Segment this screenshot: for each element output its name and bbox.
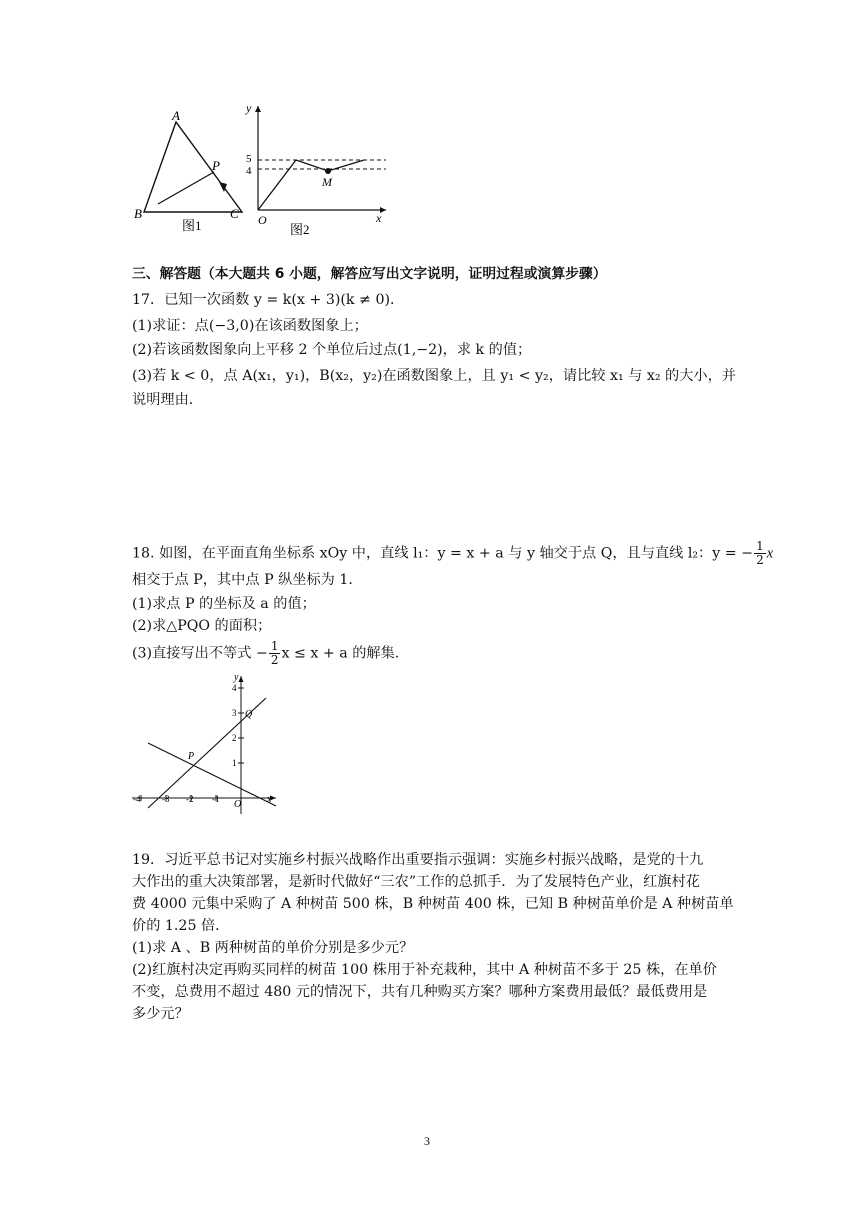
origin-label: O	[258, 213, 267, 227]
x-tick-neg3: -3	[162, 794, 170, 804]
figure-1-caption: 图1	[182, 218, 202, 233]
q17-line-4: (3)若 k < 0，点 A(x₁，y₁)，B(x₂，y₂)在函数图象上，且 y₁ < y₂，请比较 x₁ 与 x₂ 的大小，并	[132, 368, 736, 384]
q18-line-5-tail: x ≤ x + a 的解集.	[281, 645, 400, 662]
fraction	[269, 640, 281, 667]
q17-line-3: (2)若该函数图象向上平移 2 个单位后过点(1,−2)，求 k 的值；	[132, 342, 532, 358]
axis-y-label: y	[234, 672, 239, 683]
q18-line-1-text: 18. 如图，在平面直角坐标系 xOy 中，直线 l₁：y = x + a 与 y 轴交于点 Q，且与直线 l₂：y = −	[132, 545, 754, 562]
label-p: P	[212, 158, 220, 173]
figure-2-graph	[240, 98, 390, 238]
q18-line-1	[132, 540, 773, 567]
q19-line-7: 不变，总费用不超过 480 元的情况下，共有几种购买方案？哪种方案费用最低？最低费用是	[132, 984, 708, 1000]
q19-line-1: 19．习近平总书记对实施乡村振兴战略作出重要指示强调：实施乡村振兴战略，是党的十九	[132, 852, 704, 868]
page-number: 3	[424, 1134, 430, 1148]
q19-line-2: 大作出的重大决策部署，是新时代做好“三农”工作的总抓手．为了发展特色产业，红旗村花	[132, 874, 700, 890]
fraction-denominator: 2	[756, 553, 764, 567]
fraction-numerator: 1	[270, 639, 279, 653]
label-c: C	[230, 206, 239, 221]
q19-line-6: (2)红旗村决定再购买同样的树苗 100 株用于补充栽种，其中 A 种树苗不多于 25 株，在单价	[132, 962, 717, 978]
figure-1-triangle	[128, 104, 258, 234]
fraction-numerator: 1	[756, 539, 764, 553]
q18-line-1-x: x	[766, 545, 774, 562]
axis-y-label: y	[246, 101, 252, 115]
x-tick-neg2: -2	[186, 794, 194, 804]
q19-line-4: 价的 1.25 倍．	[132, 918, 230, 934]
fraction-denominator: 2	[270, 653, 279, 667]
axis-x-label: x	[376, 211, 382, 225]
q18-line-4: (2)求△PQO 的面积；	[132, 618, 272, 634]
y-tick-3: 3	[232, 708, 237, 718]
q19-line-5: (1)求 A 、B 两种树苗的单价分别是多少元？	[132, 940, 414, 956]
q17-line-2: (1)求证：点(−3,0)在该函数图象上；	[132, 318, 368, 334]
label-m: M	[322, 175, 332, 189]
q17-line-5: 说明理由．	[132, 392, 203, 408]
origin-label: O	[234, 799, 242, 810]
point-m	[325, 168, 331, 174]
tick-5: 5	[246, 153, 252, 165]
x-tick-neg4: -4	[133, 794, 141, 804]
y-tick-1: 1	[232, 758, 237, 768]
figure-coordinate-plane	[126, 668, 286, 818]
axis-x-label: x	[267, 794, 272, 805]
q18-line-5-text: (3)直接写出不等式 −	[132, 645, 268, 662]
q17-line-1: 17．已知一次函数 y = k(x + 3)(k ≠ 0)．	[132, 292, 405, 308]
x-tick-neg1: -1	[212, 794, 220, 804]
q19-line-3: 费 4000 元集中采购了 A 种树苗 500 株，B 种树苗 400 株，已知 B 种树苗单价是 A 种树苗单	[132, 896, 734, 912]
q18-line-2: 相交于点 P，其中点 P 纵坐标为 1.	[132, 572, 353, 588]
q18-line-5	[132, 640, 399, 667]
label-p: P	[188, 751, 195, 762]
fraction	[754, 540, 766, 567]
y-tick-4: 4	[232, 683, 237, 693]
label-a: A	[172, 108, 180, 123]
label-b: B	[134, 206, 142, 221]
figure-2-caption: 图2	[290, 222, 310, 237]
q19-line-8: 多少元？	[132, 1006, 189, 1022]
section-title: 三、解答题（本大题共 6 小题，解答应写出文字说明，证明过程或演算步骤）	[132, 266, 607, 282]
y-tick-2: 2	[232, 733, 237, 743]
tick-4: 4	[246, 165, 252, 177]
q18-line-3: (1)求点 P 的坐标及 a 的值；	[132, 596, 316, 612]
label-q: Q	[245, 709, 253, 720]
